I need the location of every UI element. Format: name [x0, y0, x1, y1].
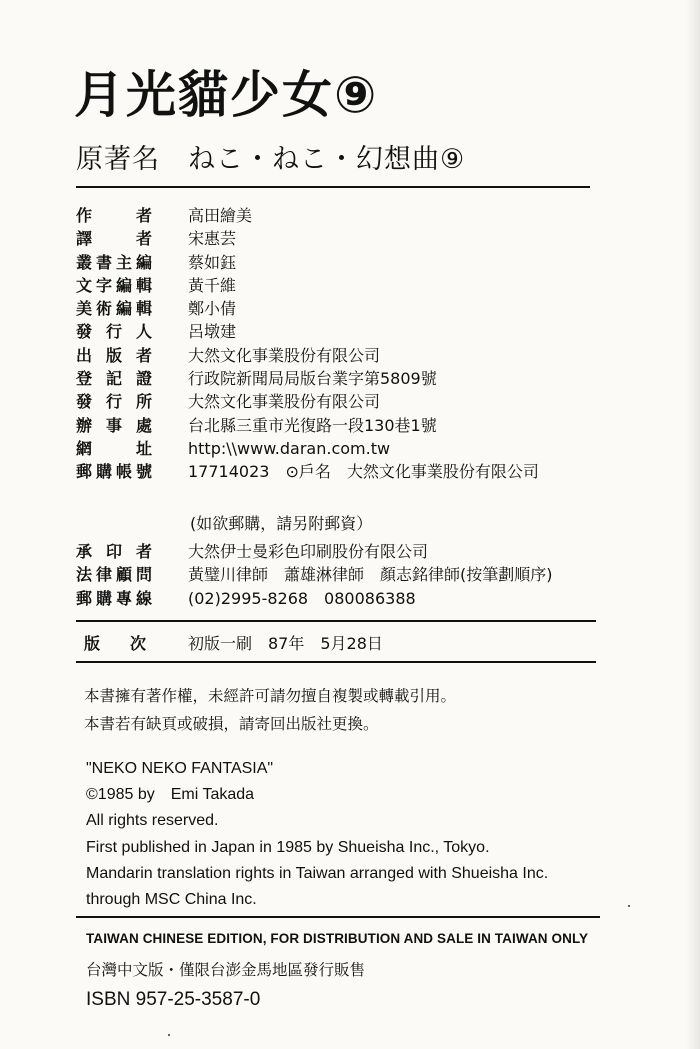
divider-edition-bottom [76, 661, 596, 663]
english-copyright-block [86, 756, 548, 913]
credit-row [76, 587, 636, 610]
divider-top [76, 186, 590, 188]
english-agency-line: through MSC China Inc. [86, 890, 257, 908]
credits-list [76, 204, 636, 484]
distribution-notice-chinese: 台灣中文版・僅限台澎金馬地區發行販售 [86, 961, 366, 979]
credit-value: 大然文化事業股份有限公司 [188, 345, 381, 365]
print-speck [168, 1034, 170, 1036]
divider-edition-top [76, 620, 596, 622]
credit-label: 網 址 [76, 438, 152, 458]
credit-row [76, 367, 636, 390]
english-published-line: First published in Japan in 1985 by Shueisha Inc., Tokyo. [86, 838, 490, 856]
credit-row [76, 563, 636, 586]
credit-row [76, 344, 636, 367]
english-title-line: "NEKO NEKO FANTASIA" [86, 760, 274, 777]
credit-value: 鄭小倩 [188, 299, 237, 319]
credit-label: 美 術 編 輯 [76, 299, 152, 319]
credit-label: 作 者 [76, 206, 152, 225]
isbn: ISBN 957-25-3587-0 [86, 989, 261, 1010]
credit-value: (02)2995-8268 080086388 [188, 588, 416, 608]
edition-label: 版 次 [84, 634, 146, 653]
distribution-notice-english: TAIWAN CHINESE EDITION, FOR DISTRIBUTION AND SALE IN TAIWAN ONLY [86, 931, 589, 946]
credits-note: (如欲郵購，請另附郵資） [190, 514, 373, 533]
credit-label: 承 印 者 [76, 542, 152, 561]
credit-value: 蔡如鈺 [188, 252, 237, 272]
book-title: 月光貓少女⑨ [74, 66, 379, 124]
page-edge-shadow [686, 0, 700, 1049]
credit-label: 發 行 所 [76, 392, 152, 412]
credit-row [76, 414, 636, 437]
english-translation-line: Mandarin translation rights in Taiwan arranged with Shueisha Inc. [86, 864, 549, 882]
credit-label: 郵 購 專 線 [76, 588, 152, 608]
credit-row [76, 227, 636, 250]
defect-notice: 本書若有缺頁或破損，請寄回出版社更換。 [84, 715, 379, 733]
credit-value: 宋惠芸 [188, 229, 237, 249]
credit-value: 17714023 ⊙戶名 大然文化事業股份有限公司 [188, 462, 539, 482]
credit-value: 高田繪美 [188, 206, 253, 225]
credit-value: 台北縣三重市光復路一段130巷1號 [188, 415, 437, 435]
credit-row [76, 320, 636, 343]
credit-label: 發 行 人 [76, 322, 152, 342]
credit-value: 黃千維 [188, 275, 237, 295]
credit-row [76, 390, 636, 413]
credit-value: 大然伊士曼彩色印刷股份有限公司 [188, 542, 429, 561]
credit-value: 行政院新聞局局版台業字第5809號 [188, 369, 437, 389]
credit-label: 郵 購 帳 號 [76, 462, 152, 482]
divider-footer [76, 916, 600, 918]
original-title: 原著名 ねこ・ねこ・幻想曲⑨ [76, 144, 466, 175]
credit-value: http:\\www.daran.com.tw [188, 438, 391, 458]
credit-label: 法 律 顧 問 [76, 565, 152, 585]
print-speck [628, 905, 630, 907]
edition-value: 初版一刷 87年 5月28日 [188, 634, 383, 653]
edition-row [76, 632, 636, 656]
credit-row [76, 437, 636, 460]
credit-label: 譯 者 [76, 229, 152, 249]
credits-list-secondary [76, 540, 636, 610]
credit-value: 大然文化事業股份有限公司 [188, 392, 381, 412]
credit-value: 黃璧川律師 蕭雄淋律師 顏志銘律師(按筆劃順序) [188, 565, 553, 585]
credit-value: 呂墩建 [188, 322, 237, 342]
copyright-notice: 本書擁有著作權，未經許可請勿擅自複製或轉載引用。 [84, 687, 457, 705]
credit-label: 出 版 者 [76, 345, 152, 365]
credit-label: 文 字 編 輯 [76, 275, 152, 295]
credit-row [76, 460, 636, 483]
credit-row [76, 274, 636, 297]
credit-label: 登 記 證 [76, 369, 152, 389]
english-copyright-line: ©1985 by Emi Takada [86, 786, 255, 804]
credit-label: 辦 事 處 [76, 415, 152, 435]
english-rights-line: All rights reserved. [86, 812, 219, 830]
credit-row [76, 251, 636, 274]
credit-row [76, 540, 636, 563]
credit-row [76, 204, 636, 227]
credit-row [76, 297, 636, 320]
credit-label: 叢 書 主 編 [76, 252, 152, 272]
